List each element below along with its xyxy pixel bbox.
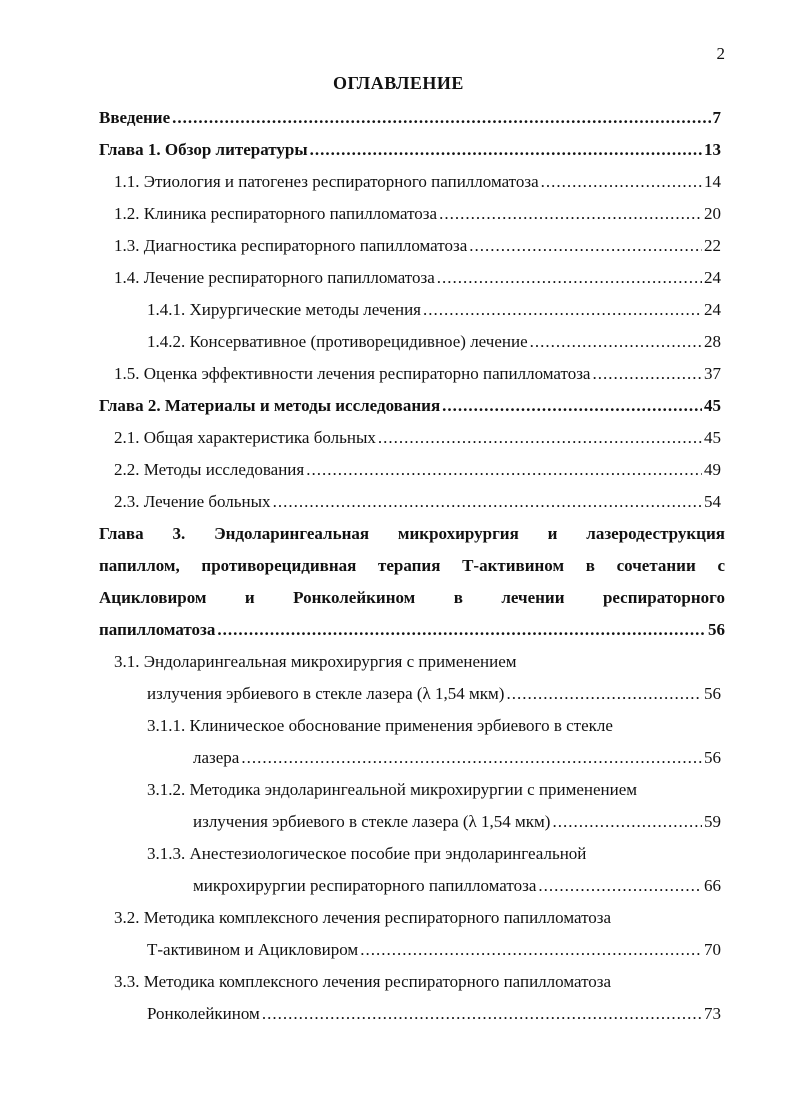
toc-entry-title: 3.1.1. Клиническое обоснование применения эрбиевого в стекле: [147, 716, 613, 735]
toc-entry-1-5[interactable]: [114, 358, 721, 390]
toc-entry-title: 2.1. Общая характеристика больных: [114, 428, 376, 447]
heading-word: и: [547, 524, 558, 543]
heading-word: противорецидивная: [201, 556, 357, 575]
heading-word: и: [244, 588, 255, 607]
toc-entry-title: излучения эрбиевого в стекле лазера (λ 1,54 мкм): [147, 684, 505, 703]
toc-entry-title: 1.4.2. Консервативное (противорецидивное) лечение: [147, 332, 528, 351]
toc-entry-title: микрохирургии респираторного папилломатоза: [193, 876, 537, 895]
toc-entry-page: 70: [704, 940, 721, 959]
leader-dots: [262, 998, 702, 1030]
toc-entry-2-3[interactable]: [114, 486, 721, 518]
leader-dots: [310, 134, 702, 166]
toc-entry-title: 3.1. Эндоларингеальная микрохирургия с применением: [114, 652, 517, 671]
toc-entry-title: 2.3. Лечение больных: [114, 492, 271, 511]
leader-dots: [469, 230, 702, 262]
toc-entry-page: 22: [704, 236, 721, 255]
toc-entry-page: 7: [712, 108, 721, 127]
toc-entry-1-1[interactable]: [114, 166, 721, 198]
toc-entry-1-4[interactable]: [114, 262, 721, 294]
toc-entry-page: 56: [704, 684, 721, 703]
toc-entry-title: излучения эрбиевого в стекле лазера (λ 1,54 мкм): [193, 812, 551, 831]
heading-word: лечении: [501, 588, 565, 607]
toc-entry-title: Введение: [99, 108, 171, 127]
toc-entry-line-2: [193, 806, 721, 838]
heading-word: с: [717, 556, 725, 575]
chapter-3-line-2: [99, 550, 725, 582]
toc-entry-title: 1.2. Клиника респираторного папилломатоза: [114, 204, 438, 223]
leader-dots: [538, 870, 702, 902]
toc-entry-title: 1.4. Лечение респираторного папилломатоза: [114, 268, 435, 287]
heading-word: Эндоларингеальная: [214, 524, 370, 543]
heading-word: Глава: [99, 524, 144, 543]
heading-word: Ронколейкином: [293, 588, 416, 607]
toc-entry-2-2[interactable]: [114, 454, 721, 486]
toc-entry-page: 24: [704, 300, 721, 319]
heading-word: лазеродеструкция: [586, 524, 725, 543]
chapter-3-line-3: [99, 582, 725, 614]
toc-entry-page: 45: [704, 396, 721, 415]
toc-entry-title: лазера: [193, 748, 240, 767]
toc-entry-title: 3.2. Методика комплексного лечения респираторного папилломатоза: [114, 908, 612, 927]
toc-entry-title: 1.3. Диагностика респираторного папилломатоза: [114, 236, 468, 255]
leader-dots: [360, 934, 702, 966]
heading-word: сочетании: [616, 556, 696, 575]
toc-entry-title: Т-активином и Ацикловиром: [147, 940, 359, 959]
page-number: 2: [716, 44, 725, 63]
leader-dots: [172, 102, 710, 134]
toc-entry-title: Глава 1. Обзор литературы: [99, 140, 308, 159]
toc-entry-2-1[interactable]: [114, 422, 721, 454]
toc-entry-title: папилломатоза: [99, 620, 216, 639]
toc-entry-title: Глава 2. Материалы и методы исследования: [99, 396, 441, 415]
heading-word: микрохирургия: [397, 524, 519, 543]
leader-dots: [442, 390, 702, 422]
toc-entry-title: 2.2. Методы исследования: [114, 460, 305, 479]
leader-dots: [530, 326, 702, 358]
toc-entry-line-2: [193, 870, 721, 902]
toc-entry-chapter-1[interactable]: [99, 134, 721, 166]
heading-word: в: [585, 556, 595, 575]
toc-entry-page: 45: [704, 428, 721, 447]
leader-dots: [506, 678, 702, 710]
toc-entry-page: 24: [704, 268, 721, 287]
toc-entry-1-4-2[interactable]: [147, 326, 721, 358]
heading-word: Т-активином: [462, 556, 565, 575]
toc-entry-line-2: [193, 742, 721, 774]
toc-entry-title: Ронколейкином: [147, 1004, 260, 1023]
page-title: ОГЛАВЛЕНИЕ: [333, 73, 464, 93]
toc-entry-line-2: [147, 998, 721, 1030]
leader-dots: [437, 262, 702, 294]
toc-entry-page: 73: [704, 1004, 721, 1023]
toc-entry-title: 1.5. Оценка эффективности лечения респираторно папилломатоза: [114, 364, 591, 383]
toc-entry-page: 14: [704, 172, 721, 191]
chapter-3-line-1: [99, 518, 725, 550]
toc-entry-introduction[interactable]: [99, 102, 721, 134]
leader-dots: [306, 454, 702, 486]
leader-dots: [439, 198, 702, 230]
toc-entry-line-2: [147, 678, 721, 710]
leader-dots: [541, 166, 702, 198]
toc-entry-page: 54: [704, 492, 721, 511]
leader-dots: [241, 742, 702, 774]
heading-word: терапия: [378, 556, 441, 575]
toc-entry-1-4-1[interactable]: [147, 294, 721, 326]
leader-dots: [273, 486, 702, 518]
toc-entry-page: 56: [708, 620, 725, 639]
toc-entry-chapter-2[interactable]: [99, 390, 721, 422]
leader-dots: [217, 614, 706, 646]
toc-entry-title: 3.3. Методика комплексного лечения респираторного папилломатоза: [114, 972, 612, 991]
toc-entry-page: 66: [704, 876, 721, 895]
toc-entry-page: 20: [704, 204, 721, 223]
toc-entry-title: 1.1. Этиология и патогенез респираторного папилломатоза: [114, 172, 539, 191]
leader-dots: [423, 294, 702, 326]
leader-dots: [378, 422, 702, 454]
toc-entry-title: 3.1.3. Анестезиологическое пособие при эндоларингеальной: [147, 844, 587, 863]
toc-entry-page: 56: [704, 748, 721, 767]
toc-entry-page: 28: [704, 332, 721, 351]
toc-entry-title: 1.4.1. Хирургические методы лечения: [147, 300, 421, 319]
heading-word: 3.: [172, 524, 186, 543]
toc-entry-line-2: [147, 934, 721, 966]
leader-dots: [552, 806, 702, 838]
toc-entry-page: 13: [704, 140, 721, 159]
toc-entry-title: 3.1.2. Методика эндоларингеальной микрохирургии с применением: [147, 780, 638, 799]
heading-word: респираторного: [602, 588, 725, 607]
heading-word: в: [453, 588, 463, 607]
heading-word: Ацикловиром: [99, 588, 207, 607]
leader-dots: [592, 358, 702, 390]
toc-entry-1-3[interactable]: [114, 230, 721, 262]
toc-entry-page: 37: [704, 364, 721, 383]
toc-entry-1-2[interactable]: [114, 198, 721, 230]
toc-entry-page: 49: [704, 460, 721, 479]
chapter-3-line-4: [99, 614, 725, 646]
heading-word: папиллом,: [99, 556, 180, 575]
toc-entry-page: 59: [704, 812, 721, 831]
